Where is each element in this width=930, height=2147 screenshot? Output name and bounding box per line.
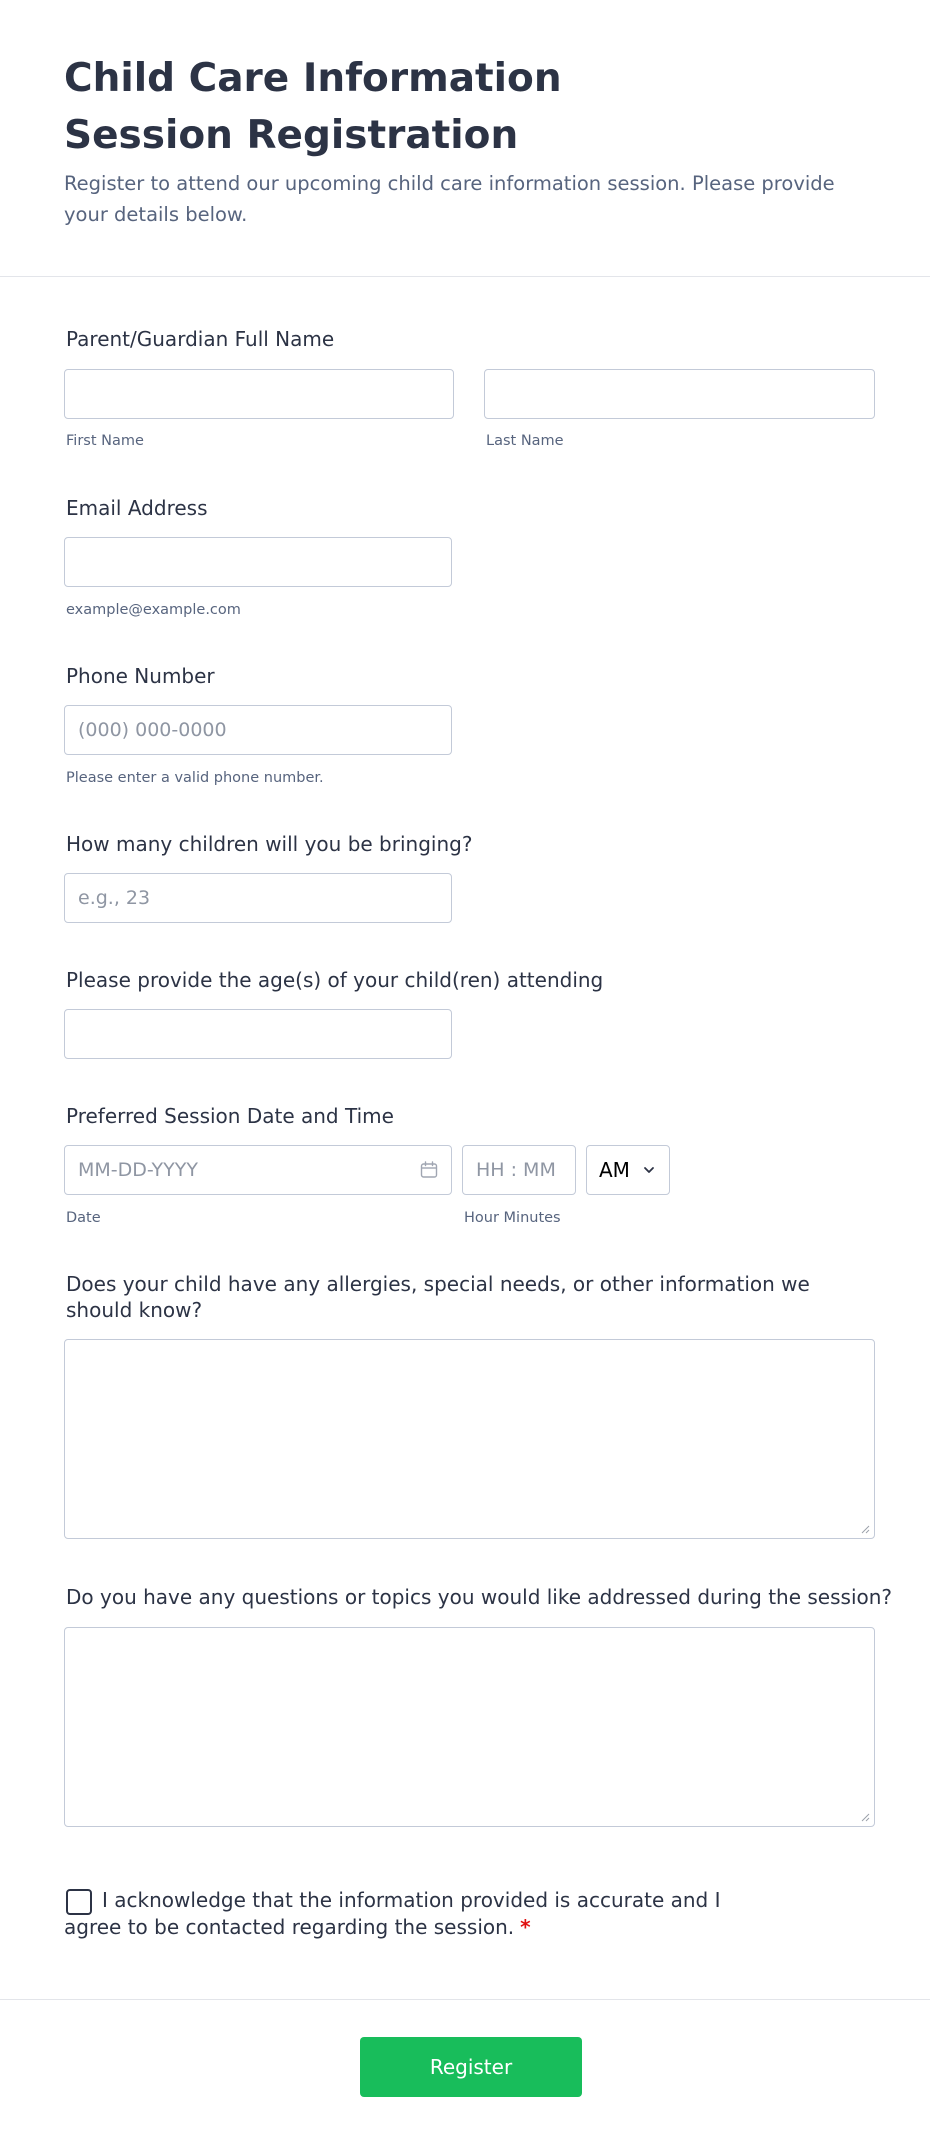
session-date-input[interactable] [64, 1145, 452, 1195]
ampm-select[interactable] [586, 1145, 670, 1195]
register-button[interactable]: Register [360, 2037, 582, 2097]
session-datetime-label: Preferred Session Date and Time [66, 1104, 394, 1128]
questions-label: Do you have any questions or topics you would like addressed during the session? [66, 1585, 893, 1609]
phone-label: Phone Number [66, 664, 215, 688]
special-needs-textarea[interactable] [64, 1339, 875, 1539]
children-ages-input[interactable] [64, 1009, 452, 1059]
email-sublabel: example@example.com [66, 602, 241, 618]
children-count-input[interactable] [64, 873, 452, 923]
first-name-sublabel: First Name [66, 433, 144, 449]
special-needs-label: Does your child have any allergies, special needs, or other information we should know? [66, 1272, 810, 1322]
form-description: Register to attend our upcoming child care information session. Please provide your details below. [64, 172, 835, 226]
chevron-down-icon [642, 1163, 656, 1177]
email-label: Email Address [66, 496, 208, 520]
last-name-sublabel: Last Name [486, 433, 564, 449]
full-name-label: Parent/Guardian Full Name [66, 327, 335, 351]
children-count-label: How many children will you be bringing? [66, 832, 473, 856]
resize-grip-icon[interactable] [861, 1525, 870, 1534]
session-date-sublabel: Date [66, 1210, 101, 1226]
session-time-sublabel: Hour Minutes [464, 1210, 561, 1226]
children-count-placeholder: e.g., 23 [78, 887, 151, 909]
calendar-icon[interactable] [419, 1160, 439, 1180]
session-time-input[interactable] [462, 1145, 576, 1195]
phone-placeholder: (000) 000-0000 [78, 719, 227, 741]
acknowledge-label: I acknowledge that the information provided is accurate and I agree to be contacted regarding the session. [64, 1888, 721, 1939]
form-body [0, 277, 930, 1999]
phone-input[interactable] [64, 705, 452, 755]
last-name-input[interactable] [484, 369, 875, 419]
questions-textarea[interactable] [64, 1627, 875, 1827]
required-marker: * [520, 1915, 531, 1939]
phone-sublabel: Please enter a valid phone number. [66, 770, 324, 786]
form-footer [0, 1999, 930, 2147]
resize-grip-icon[interactable] [861, 1813, 870, 1822]
session-date-placeholder: MM-DD-YYYY [78, 1159, 198, 1181]
form-header [0, 0, 930, 277]
form-title: Child Care Information Session Registration [64, 56, 562, 158]
children-ages-label: Please provide the age(s) of your child(ren) attending [66, 968, 604, 992]
acknowledge-text [64, 1887, 784, 1941]
session-time-placeholder: HH : MM [476, 1159, 556, 1181]
ampm-selected-value: AM [599, 1158, 630, 1182]
email-input[interactable] [64, 537, 452, 587]
first-name-input[interactable] [64, 369, 454, 419]
